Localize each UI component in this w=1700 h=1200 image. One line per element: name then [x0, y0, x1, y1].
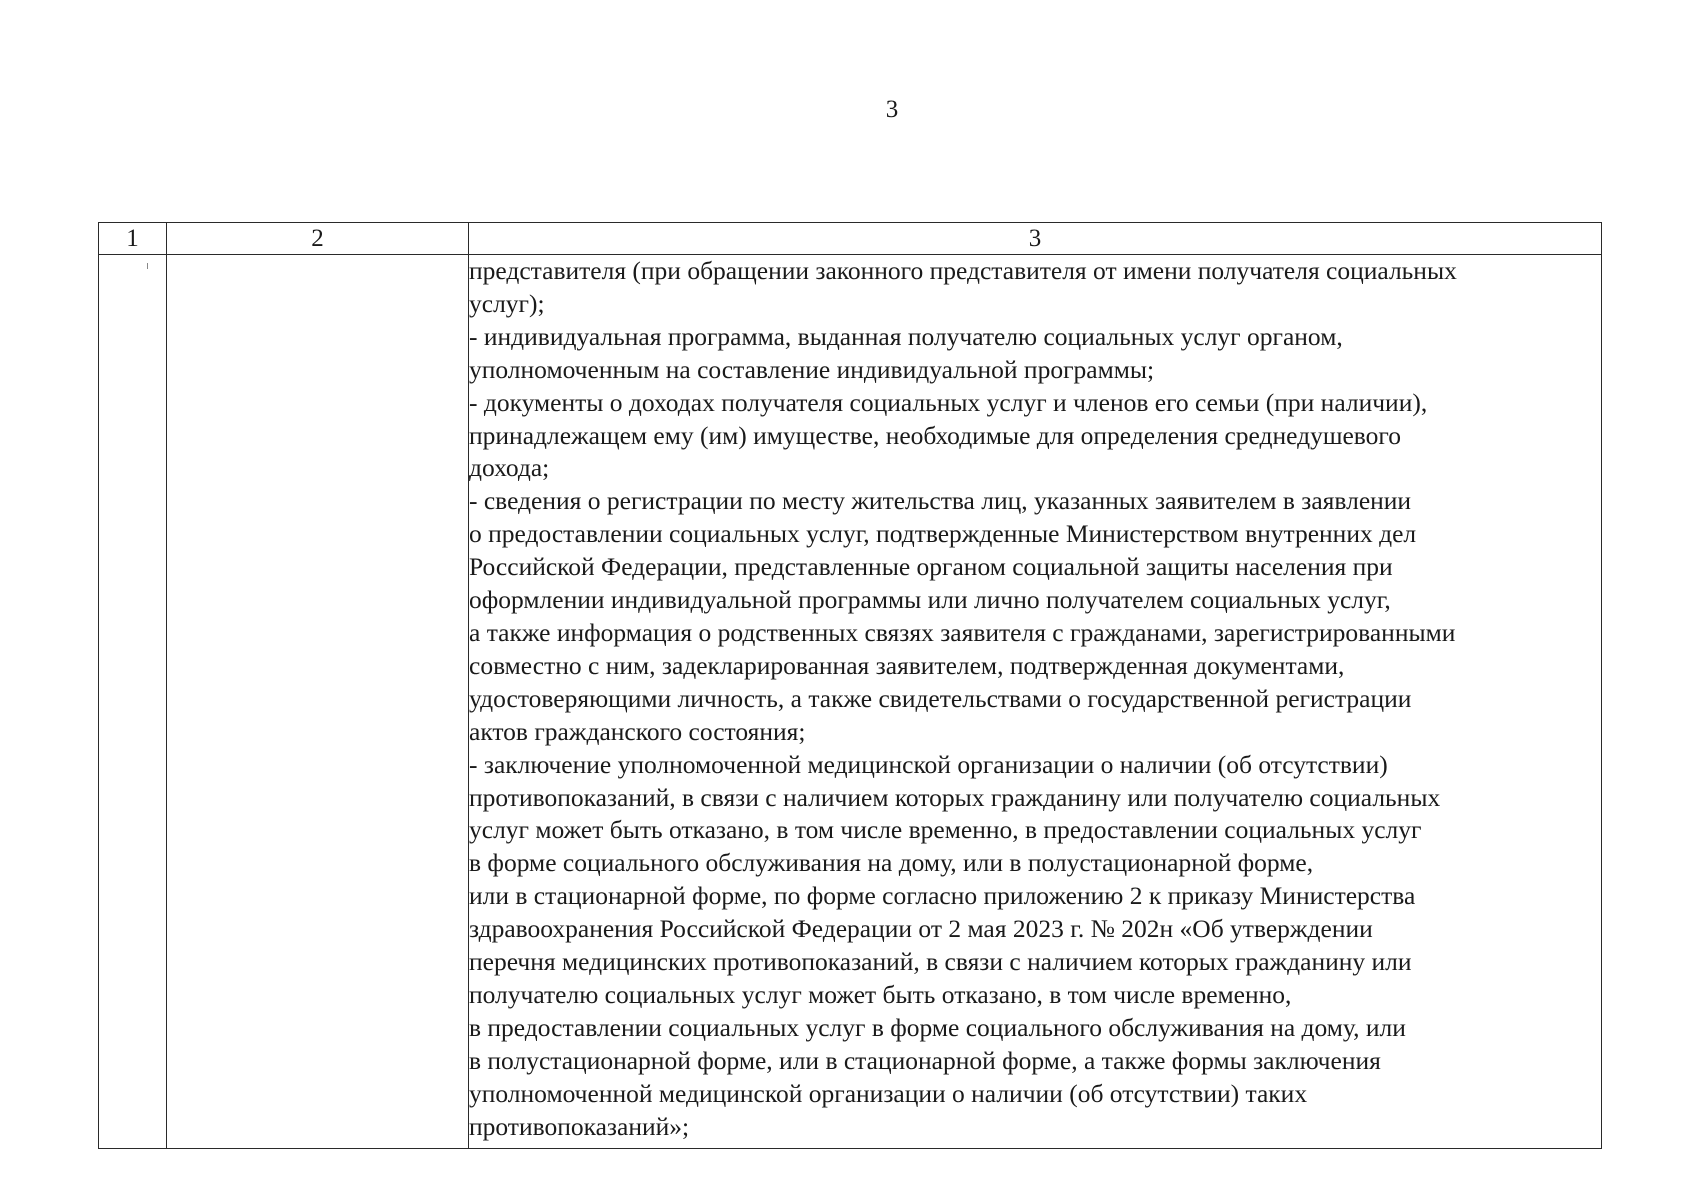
text-line: дохода;: [469, 453, 550, 483]
text-line: противопоказаний»;: [469, 1111, 690, 1141]
text-line: удостоверяющими личность, а также свидетельствами о государственной регистрации: [469, 683, 1412, 713]
column-header-2: 2: [167, 223, 469, 255]
text-line: в форме социального обслуживания на дому, или в полустационарной форме,: [469, 848, 1314, 878]
text-line: уполномоченным на составление индивидуальной программы;: [469, 354, 1155, 384]
text-line: услуг);: [469, 288, 545, 318]
table-row: [99, 255, 1602, 1149]
text-line: получателю социальных услуг может быть отказано, в том числе временно,: [469, 979, 1292, 1009]
text-line: услуг может быть отказано, в том числе временно, в предоставлении социальных услуг: [469, 815, 1422, 845]
text-line: представителя (при обращении законного представителя от имени получателя социальных: [469, 256, 1457, 285]
scan-mark: [147, 263, 148, 269]
text-line: о предоставлении социальных услуг, подтвержденные Министерством внутренних дел: [469, 519, 1417, 549]
text-line: или в стационарной форме, по форме согласно приложению 2 к приказу Министерства: [469, 881, 1416, 911]
text-line: в полустационарной форме, или в стационарной форме, а также формы заключения: [469, 1045, 1381, 1075]
text-line: в предоставлении социальных услуг в форме социального обслуживания на дому, или: [469, 1012, 1406, 1042]
text-line: уполномоченной медицинской организации о наличии (об отсутствии) таких: [469, 1078, 1308, 1108]
page-number: 3: [885, 96, 899, 123]
table-cell-col1: [99, 255, 167, 1149]
document-table: [98, 222, 1602, 1149]
text-line: перечня медицинских противопоказаний, в связи с наличием которых гражданину или: [469, 947, 1412, 977]
text-line: здравоохранения Российской Федерации от 2 мая 2023 г. № 202н «Об утверждении: [469, 914, 1373, 944]
text-line: - сведения о регистрации по месту жительства лиц, указанных заявителем в заявлении: [469, 486, 1412, 516]
text-line: Российской Федерации, представленные органом социальной защиты населения при: [469, 552, 1393, 582]
text-line: противопоказаний, в связи с наличием которых гражданину или получателю социальных: [469, 782, 1441, 812]
table-cell-col3: [469, 255, 1602, 1149]
text-line: оформлении индивидуальной программы или лично получателем социальных услуг,: [469, 585, 1391, 615]
column-header-1: 1: [99, 223, 167, 255]
table-cell-col2: [167, 255, 469, 1149]
column-header-3: 3: [469, 223, 1602, 255]
text-line: а также информация о родственных связях заявителя с гражданами, зарегистрированными: [469, 617, 1456, 647]
table-header-row: [99, 223, 1602, 255]
text-line: принадлежащем ему (им) имуществе, необходимые для определения среднедушевого: [469, 420, 1401, 450]
text-line: - документы о доходах получателя социальных услуг и членов его семьи (при наличии),: [469, 387, 1428, 417]
text-line: - заключение уполномоченной медицинской организации о наличии (об отсутствии): [469, 749, 1388, 779]
text-line: актов гражданского состояния;: [469, 716, 806, 746]
text-line: совместно с ним, задекларированная заявителем, подтвержденная документами,: [469, 650, 1345, 680]
text-line: - индивидуальная программа, выданная получателю социальных услуг органом,: [469, 321, 1343, 351]
